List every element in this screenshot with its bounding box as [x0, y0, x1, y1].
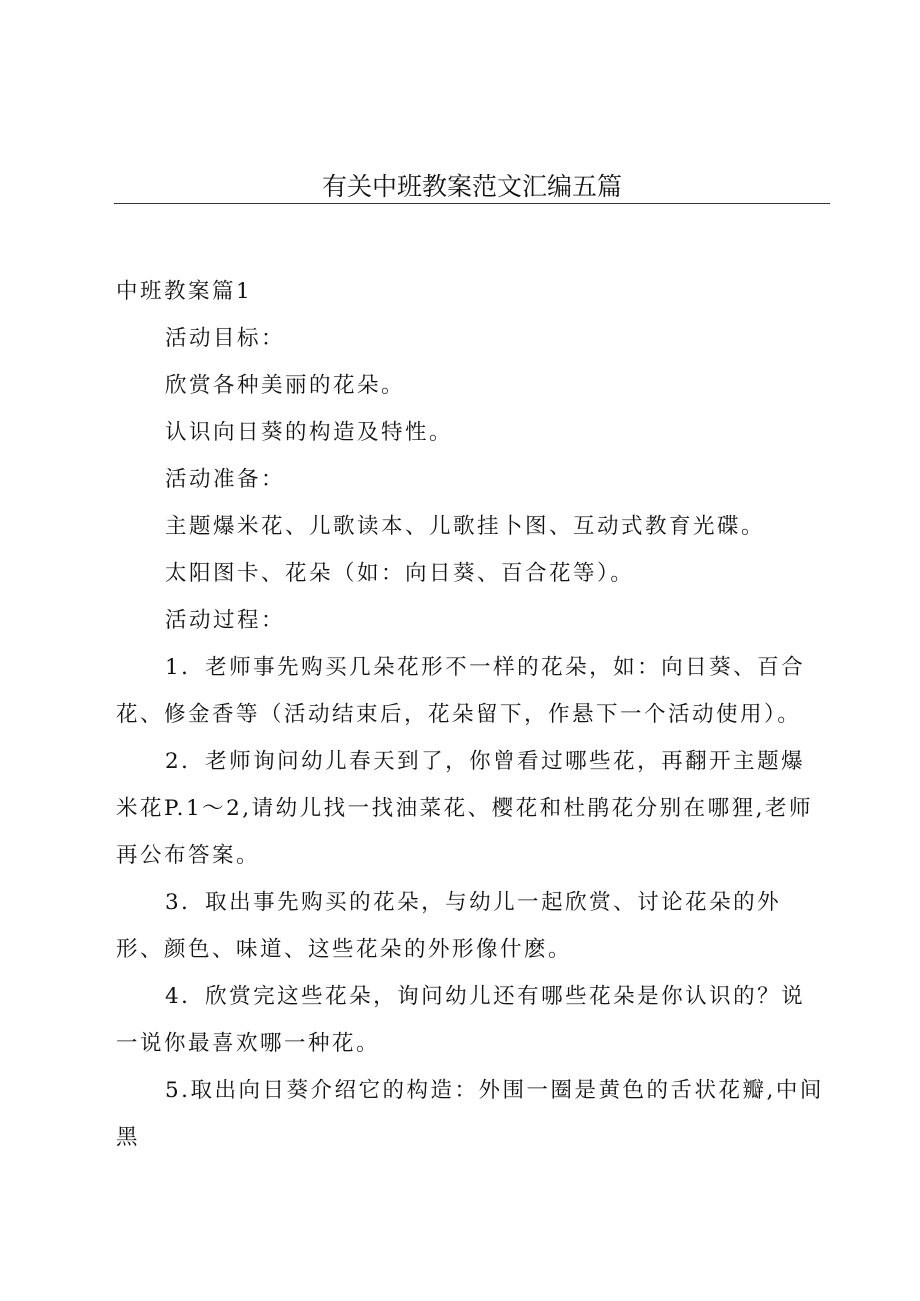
paragraph-activity-goals-heading: 活动目标：	[165, 326, 286, 351]
title-underline	[114, 203, 830, 204]
paragraph-step-1: 1．老师事先购买几朵花形不一样的花朵，如：向日葵、百合花、修金香等（活动结束后，花朵留下，作悬下一个活动使用）。	[116, 655, 806, 727]
paragraph-goal-1: 欣赏各种美丽的花朵。	[165, 373, 406, 398]
paragraph-step-2: 2．老师询问幼儿春天到了，你曾看过哪些花，再翻开主题爆米花P.1～2,请幼儿找一找油菜花、樱花和杜鹃花分别在哪狸,老师再公布答案。	[116, 749, 813, 868]
paragraph-process-heading: 活动过程：	[165, 608, 286, 633]
section-heading: 中班教案篇1	[116, 279, 253, 304]
paragraph-goal-2: 认识向日葵的构造及特性。	[165, 420, 454, 445]
document-body	[116, 268, 828, 1161]
paragraph-step-5: 5.取出向日葵介绍它的构造：外围一圈是黄色的舌状花瓣,中间黑	[116, 1078, 824, 1150]
paragraph-preparation-2: 太阳图卡、花朵（如：向日葵、百合花等）。	[165, 561, 635, 586]
paragraph-step-4: 4．欣赏完这些花朵，询问幼儿还有哪些花朵是你认识的？说一说你最喜欢哪一种花。	[116, 984, 806, 1056]
paragraph-step-3: 3．取出事先购买的花朵，与幼儿一起欣赏、讨论花朵的外形、颜色、味道、这些花朵的外形像什麽。	[116, 890, 782, 962]
paragraph-preparation-heading: 活动准备：	[165, 467, 286, 492]
paragraph-preparation-1: 主题爆米花、儿歌读本、儿歌挂卜图、互动式教育光碟。	[165, 514, 766, 539]
document-title: 有关中班教案范文汇编五篇	[321, 172, 622, 201]
